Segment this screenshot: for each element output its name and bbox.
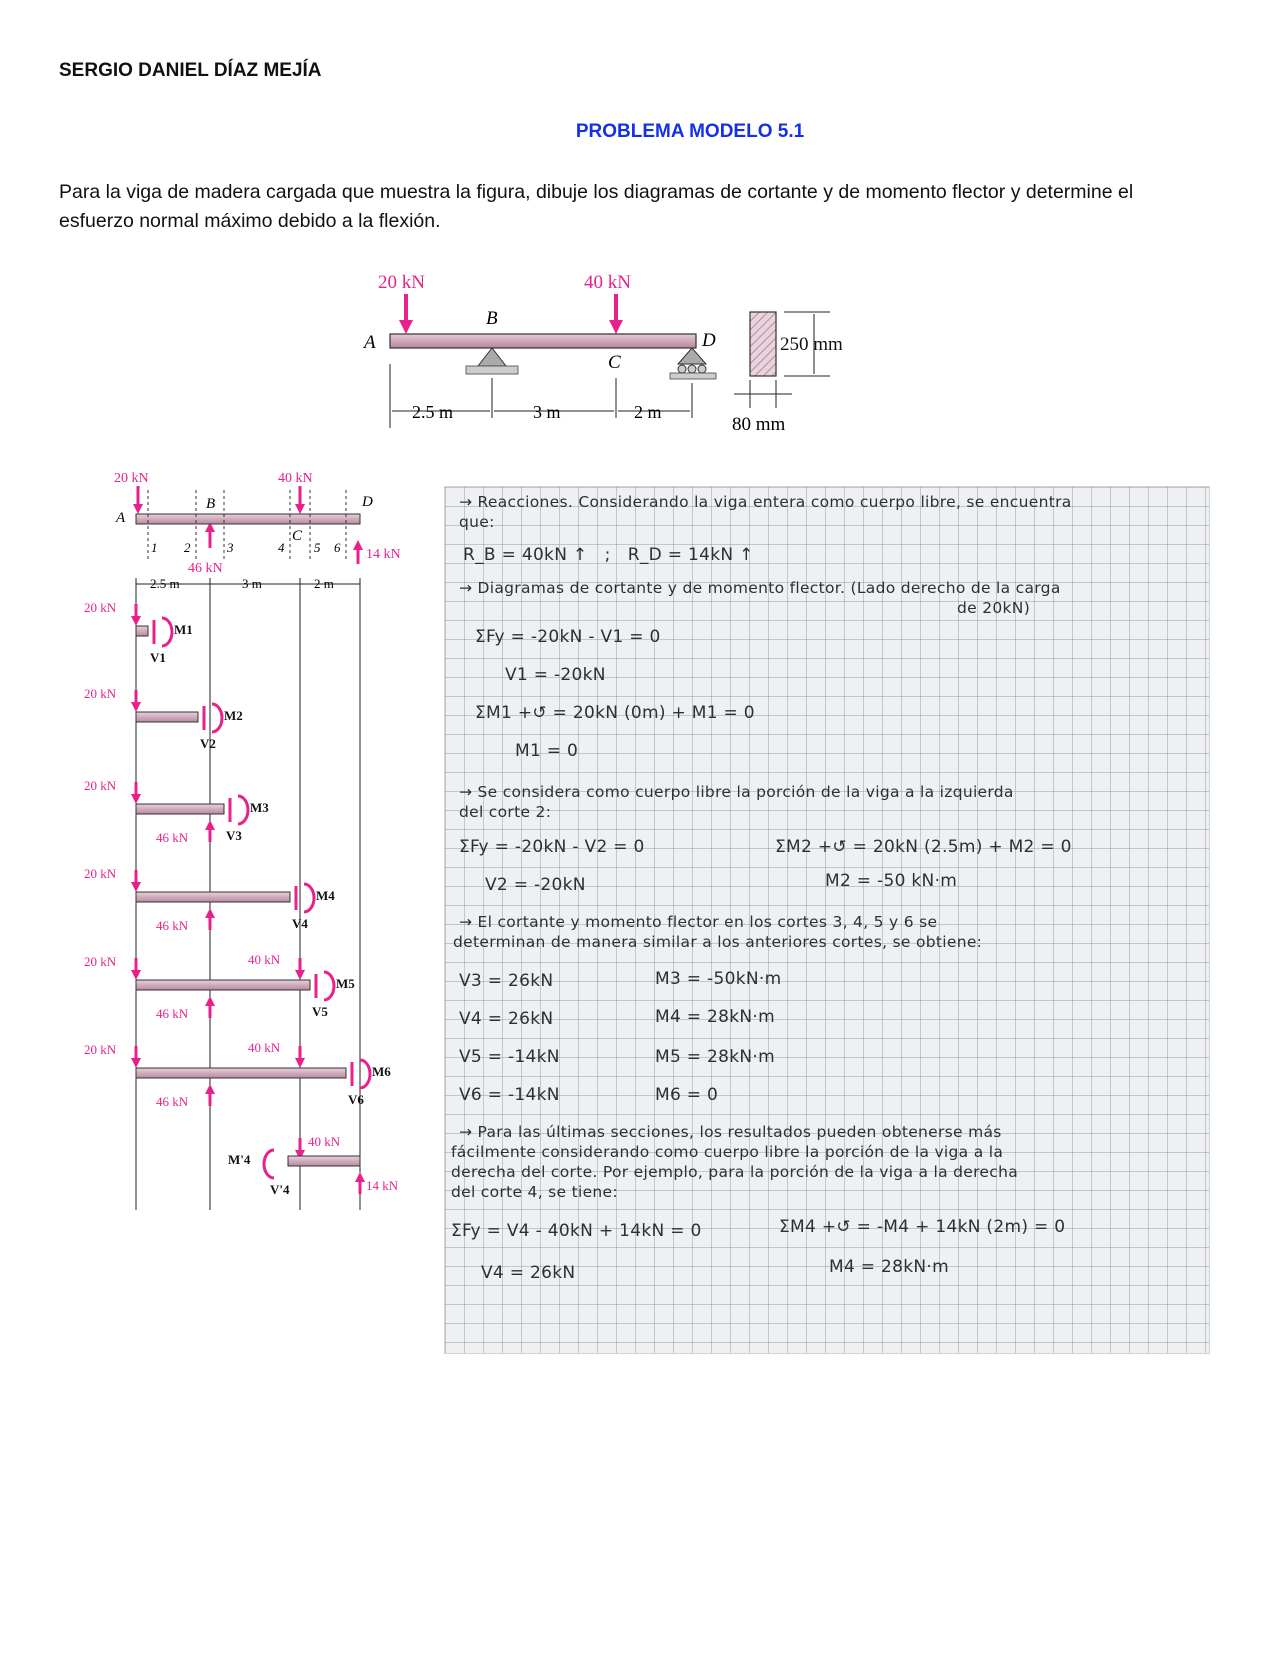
fbd-point-d: D: [362, 494, 373, 510]
note-line: V3 = 26kN: [459, 971, 554, 991]
section-height: 250 mm: [780, 334, 843, 355]
free-body-figure: [78, 470, 428, 1270]
note-line: del corte 4, se tiene:: [451, 1183, 618, 1201]
beam-figure: [364, 268, 910, 458]
fbd-reaction-d: 14 kN: [366, 547, 401, 562]
author-name: SERGIO DANIEL DÍAZ MEJÍA: [59, 60, 322, 81]
fbd-row-load-arrow-head: [131, 702, 141, 712]
fbd-prime-reaction-arrow-head: [355, 1172, 365, 1182]
note-line: → Se considera como cuerpo libre la porción de la viga a la izquierda: [459, 783, 1014, 801]
fbd-row-reaction-arrow-head: [205, 1084, 215, 1094]
note-line: ΣFy = -20kN - V2 = 0: [459, 837, 645, 857]
fbd-point-c: C: [292, 528, 303, 544]
note-line: V6 = -14kN: [459, 1085, 560, 1105]
fbd-row-load-arrow-head: [131, 616, 141, 626]
fbd-row-reaction-arrow-head: [205, 820, 215, 830]
note-line: V2 = -20kN: [485, 875, 586, 895]
note-line: ΣM1 +↺ = 20kN (0m) + M1 = 0: [475, 703, 755, 723]
fbd-row-load-arrow-head: [131, 794, 141, 804]
fbd-row-load-arrow-head: [131, 882, 141, 892]
fbd-row-reaction: 46 kN: [156, 830, 189, 845]
note-line: R_B = 40kN ↑ ; R_D = 14kN ↑: [463, 545, 754, 565]
fbd-row-reaction: 46 kN: [156, 1006, 189, 1021]
fbd-cut-1: 1: [151, 540, 158, 555]
fbd-row-load-20: 20 kN: [84, 600, 117, 615]
fbd-row-load-20: 20 kN: [84, 866, 117, 881]
note-line: del corte 2:: [459, 803, 552, 821]
note-line: M6 = 0: [655, 1085, 719, 1105]
point-d-label: D: [702, 330, 716, 351]
fbd-row-load-40: 40 kN: [248, 1040, 281, 1055]
fbd-moment-label: M2: [224, 708, 243, 723]
fbd-reaction-b: 46 kN: [188, 561, 223, 576]
beam: [390, 334, 696, 348]
fbd-shear-label: V3: [226, 828, 242, 843]
fbd-row-load-20: 20 kN: [84, 1042, 117, 1057]
dim-cd: 2 m: [634, 402, 662, 422]
fbd-dim-ab: 2.5 m: [150, 576, 180, 591]
fbd-moment-label: M6: [372, 1064, 391, 1079]
fbd-moment-label: M1: [174, 622, 193, 637]
fbd-prime-moment-arrow: [264, 1150, 274, 1178]
fbd-moment-arrow: [324, 972, 334, 1000]
fbd-row-load-arrow-head: [131, 970, 141, 980]
note-line: M1 = 0: [515, 741, 579, 761]
note-line: V1 = -20kN: [505, 665, 606, 685]
section-width: 80 mm: [732, 414, 786, 435]
fbd-row-load-40: 40 kN: [248, 952, 281, 967]
fbd-prime-reaction: 14 kN: [366, 1178, 399, 1193]
fbd-dim-cd: 2 m: [314, 576, 334, 591]
note-line: V4 = 26kN: [459, 1009, 554, 1029]
fbd-point-b: B: [206, 496, 216, 512]
fbd-row-reaction-arrow-head: [205, 996, 215, 1006]
fbd-beam: [136, 514, 360, 524]
fbd-cut-3: 3: [227, 540, 234, 555]
fbd-moment-arrow: [304, 884, 314, 912]
fbd-segment: [136, 626, 148, 636]
fbd-row-load-20: 20 kN: [84, 778, 117, 793]
fbd-load-20: 20 kN: [114, 471, 149, 486]
fbd-row-load-20: 20 kN: [84, 954, 117, 969]
note-line: ΣFy = V4 - 40kN + 14kN = 0: [451, 1221, 702, 1241]
note-line: derecha del corte. Por ejemplo, para la porción de la viga a la derecha: [451, 1163, 1019, 1181]
fbd-cut-5: 5: [314, 540, 321, 555]
problem-statement: Para la viga de madera cargada que muestra la figura, dibuje los diagramas de cortante y de momento flector y determine el esfuerzo normal máximo debido a la flexión.: [59, 181, 1134, 232]
fbd-prime-segment: [288, 1156, 360, 1166]
fbd-cut-6: 6: [334, 540, 341, 555]
note-line: M2 = -50 kN·m: [825, 871, 958, 891]
fbd-moment-prime: M'4: [228, 1152, 251, 1167]
dim-ab: 2.5 m: [412, 402, 454, 422]
support-d-roller: [670, 348, 716, 379]
fbd-row-load40-arrow-head: [295, 1058, 305, 1068]
fbd-moment-arrow: [238, 796, 248, 824]
fbd-segment: [136, 892, 290, 902]
fbd-load-40: 40 kN: [278, 471, 313, 486]
note-line: M4 = 28kN·m: [655, 1007, 775, 1027]
problem-title: PROBLEMA MODELO 5.1: [575, 121, 805, 142]
fbd-shear-label: V5: [312, 1004, 328, 1019]
note-line: → El cortante y momento flector en los cortes 3, 4, 5 y 6 se: [459, 913, 938, 931]
fbd-moment-label: M5: [336, 976, 355, 991]
fbd-segment: [136, 1068, 346, 1078]
fbd-segment: [136, 712, 198, 722]
fbd-segment: [136, 980, 310, 990]
fbd-dim-bc: 3 m: [242, 576, 262, 591]
fbd-shear-prime: V'4: [270, 1182, 290, 1197]
note-line: V4 = 26kN: [481, 1263, 576, 1283]
fbd-shear-label: V2: [200, 736, 216, 751]
point-a-label: A: [364, 332, 376, 353]
fbd-shear-label: V4: [292, 916, 308, 931]
fbd-row-reaction-arrow-head: [205, 908, 215, 918]
point-c-label: C: [608, 352, 621, 373]
fbd-moment-arrow: [162, 618, 172, 646]
load-a-arrowhead: [399, 320, 413, 334]
fbd-cut-4: 4: [278, 540, 285, 555]
fbd-row-reaction: 46 kN: [156, 918, 189, 933]
fbd-moment-label: M3: [250, 800, 269, 815]
note-line: determinan de manera similar a los anteriores cortes, se obtiene:: [453, 933, 983, 951]
fbd-cut-2: 2: [184, 540, 191, 555]
note-line: ΣFy = -20kN - V1 = 0: [475, 627, 661, 647]
fbd-row-reaction: 46 kN: [156, 1094, 189, 1109]
fbd-shear-label: V1: [150, 650, 166, 665]
note-line: ΣM4 +↺ = -M4 + 14kN (2m) = 0: [779, 1217, 1066, 1237]
fbd-moment-arrow: [212, 704, 222, 732]
note-line: V5 = -14kN: [459, 1047, 560, 1067]
note-line: → Para las últimas secciones, los resultados pueden obtenerse más: [459, 1123, 1002, 1141]
handwritten-notes: [444, 486, 1210, 1354]
fbd-row-load40-arrow-head: [295, 970, 305, 980]
fbd-segment: [136, 804, 224, 814]
point-b-label: B: [486, 308, 498, 329]
note-line: → Diagramas de cortante y de momento flector. (Lado derecho de la carga: [459, 579, 1061, 597]
note-line: M4 = 28kN·m: [829, 1257, 949, 1277]
load-c-arrowhead: [609, 320, 623, 334]
note-line: M5 = 28kN·m: [655, 1047, 775, 1067]
cross-section: [750, 312, 776, 376]
note-line: fácilmente considerando como cuerpo libre la porción de la viga a la: [451, 1143, 1004, 1161]
fbd-row-load-20: 20 kN: [84, 686, 117, 701]
dim-bc: 3 m: [533, 402, 561, 422]
note-line: → Reacciones. Considerando la viga entera como cuerpo libre, se encuentra: [459, 493, 1072, 511]
note-line: M3 = -50kN·m: [655, 969, 782, 989]
fbd-moment-arrow: [360, 1060, 370, 1088]
note-line: que:: [459, 513, 495, 531]
note-line: ΣM2 +↺ = 20kN (2.5m) + M2 = 0: [775, 837, 1072, 857]
fbd-row-load-arrow-head: [131, 1058, 141, 1068]
fbd-moment-label: M4: [316, 888, 335, 903]
support-b-pin: [466, 348, 518, 374]
load-a-label: 20 kN: [378, 272, 425, 293]
load-c-label: 40 kN: [584, 272, 631, 293]
fbd-prime-load-40: 40 kN: [308, 1134, 341, 1149]
note-line: de 20kN): [957, 599, 1031, 617]
fbd-point-a: A: [116, 510, 126, 526]
fbd-shear-label: V6: [348, 1092, 364, 1107]
